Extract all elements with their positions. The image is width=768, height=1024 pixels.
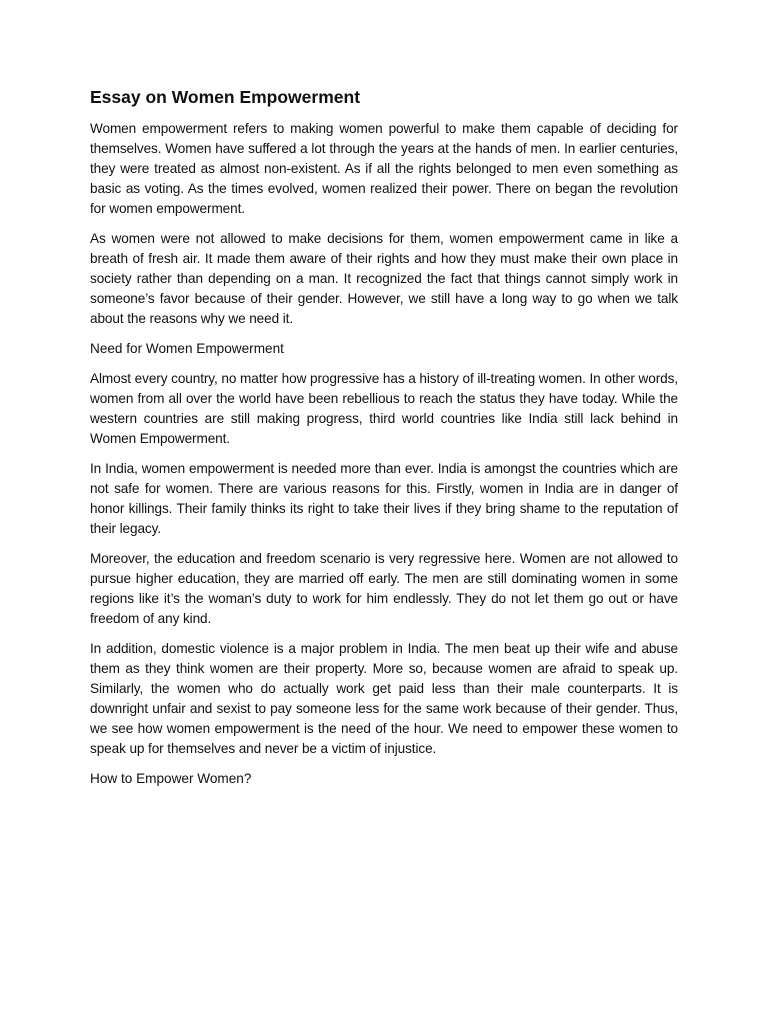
paragraph-domestic-violence: In addition, domestic violence is a major problem in India. The men beat up their wife and abuse them as they think women are their property. More so, because women are afraid to speak up. Similarly, the women who do actually work get paid less than their male counterparts. It is downright unfair and sexist to pay someone less for the same work because of their gender. Thus, we see how women empowerment is the need of the hour. We need to empower these women to speak up for themselves and never be a victim of injustice.: [90, 641, 678, 756]
paragraph-india: In India, women empowerment is needed more than ever. India is amongst the countries which are not safe for women. There are various reasons for this. Firstly, women in India are in danger of honor killings. Their family thinks its right to take their lives if they bring shame to the reputation of their legacy.: [90, 461, 678, 536]
paragraph-education: Moreover, the education and freedom scenario is very regressive here. Women are not allowed to pursue higher education, they are married off early. The men are still dominating women in some regions like it’s the woman’s duty to work for him endlessly. They do not let them go out or have freedom of any kind.: [90, 551, 678, 626]
document-title: Essay on Women Empowerment: [90, 87, 361, 107]
subheading-need: Need for Women Empowerment: [90, 341, 284, 356]
subheading-how-to: How to Empower Women?: [90, 771, 252, 786]
document-page: [90, 86, 678, 799]
paragraph-intro: Women empowerment refers to making women powerful to make them capable of deciding for themselves. Women have suffered a lot through the years at the hands of men. In earlier centuries, they were treated as almost non-existent. As if all the rights belonged to men even something as basic as voting. As the times evolved, women realized their power. There on began the revolution for women empowerment.: [90, 121, 678, 216]
paragraph-history: Almost every country, no matter how progressive has a history of ill-treating women. In other words, women from all over the world have been rebellious to reach the status they have today. While the western countries are still making progress, third world countries like India still lack behind in Women Empowerment.: [90, 371, 678, 446]
paragraph-decisions: As women were not allowed to make decisions for them, women empowerment came in like a breath of fresh air. It made them aware of their rights and how they must make their own place in society rather than depending on a man. It recognized the fact that things cannot simply work in someone’s favor because of their gender. However, we still have a long way to go when we talk about the reasons why we need it.: [90, 231, 678, 326]
